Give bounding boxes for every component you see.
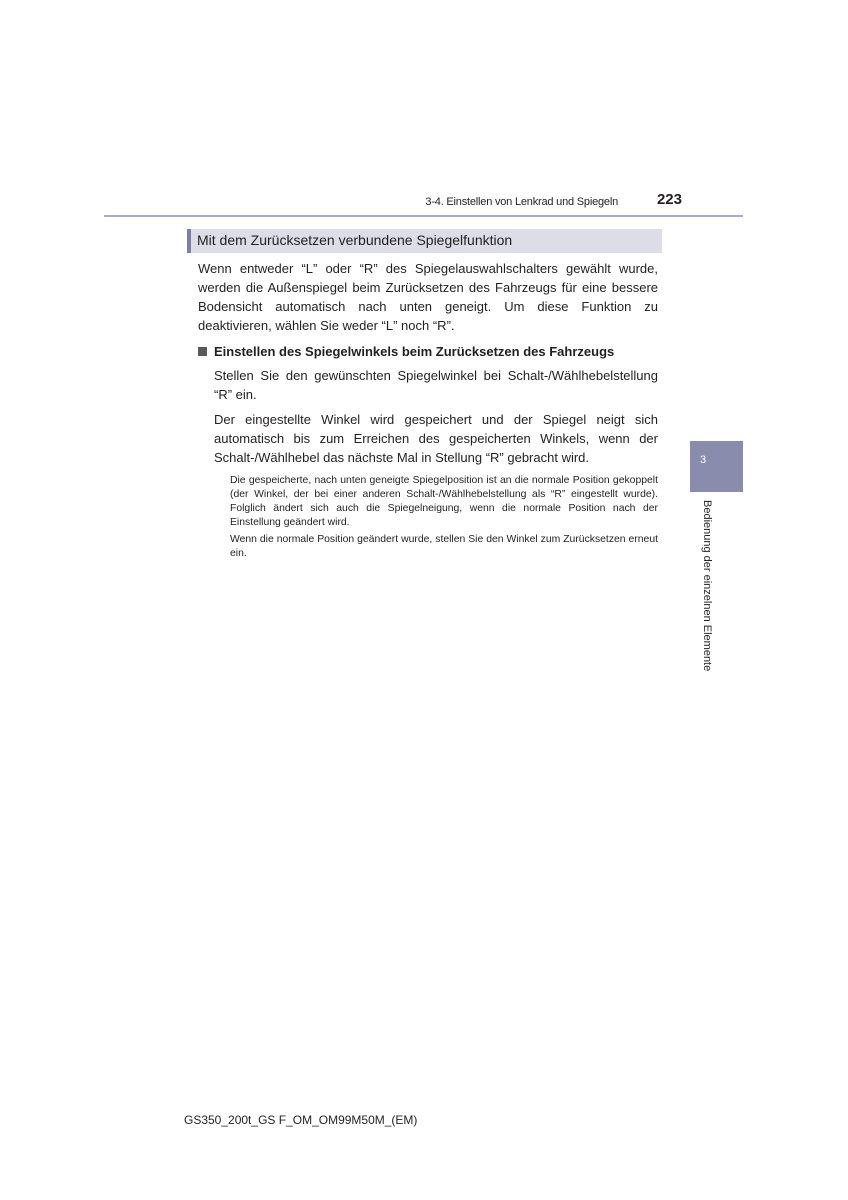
intro-paragraph: Wenn entweder “L” oder “R” des Spiegelauswahlschalters gewählt wurde, werden die Außenspiegel beim Zurücksetzen des Fahrzeugs für eine bessere Bodensicht automatisch nach unten geneigt. Um diese Funktion zu deaktivieren, wählen Sie weder “L” noch “R”. xyxy=(198,261,658,333)
square-bullet-icon xyxy=(198,347,207,356)
header-chapter-title: 3-4. Einstellen von Lenkrad und Spiegeln xyxy=(425,196,618,208)
chapter-tab-number: 3 xyxy=(700,454,707,466)
subsection-heading xyxy=(198,342,658,361)
instruction-paragraph: Stellen Sie den gewünschten Spiegelwinkel bei Schalt-/Wählhebelstellung “R” ein. xyxy=(214,368,658,402)
section-heading-accent xyxy=(187,229,191,253)
chapter-tab xyxy=(690,441,743,492)
page-number: 223 xyxy=(656,191,682,208)
header-divider xyxy=(104,215,743,217)
note-block xyxy=(230,474,658,561)
note-paragraph: Die gespeicherte, nach unten geneigte Spiegelposition ist an die normale Position gekoppelt (der Winkel, der bei einer anderen Schalt-/Wählhebelstellung als “R” eingestellt wurde). Folglich ändert sich auch die Spiegelneigung, wenn die normale Position nach der Einstellung geändert wird. xyxy=(230,475,658,528)
main-content xyxy=(198,259,658,561)
section-heading-bar xyxy=(187,229,662,253)
chapter-side-label: Bedienung der einzelnen Elemente xyxy=(701,500,713,672)
subsection-heading-text: Einstellen des Spiegelwinkels beim Zurücksetzen des Fahrzeugs xyxy=(214,344,615,359)
memory-paragraph: Der eingestellte Winkel wird gespeichert und der Spiegel neigt sich automatisch bis zum Erreichen des gespeicherten Winkels, wenn der Schalt-/Wählhebel das nächste Mal in Stellung “R” gebracht wird. xyxy=(214,412,658,465)
section-title: Mit dem Zurücksetzen verbundene Spiegelfunktion xyxy=(197,232,513,248)
note-paragraph: Wenn die normale Position geändert wurde, stellen Sie den Winkel zum Zurücksetzen erneut ein. xyxy=(230,534,658,559)
footer-document-code: GS350_200t_GS F_OM_OM99M50M_(EM) xyxy=(184,1113,418,1127)
